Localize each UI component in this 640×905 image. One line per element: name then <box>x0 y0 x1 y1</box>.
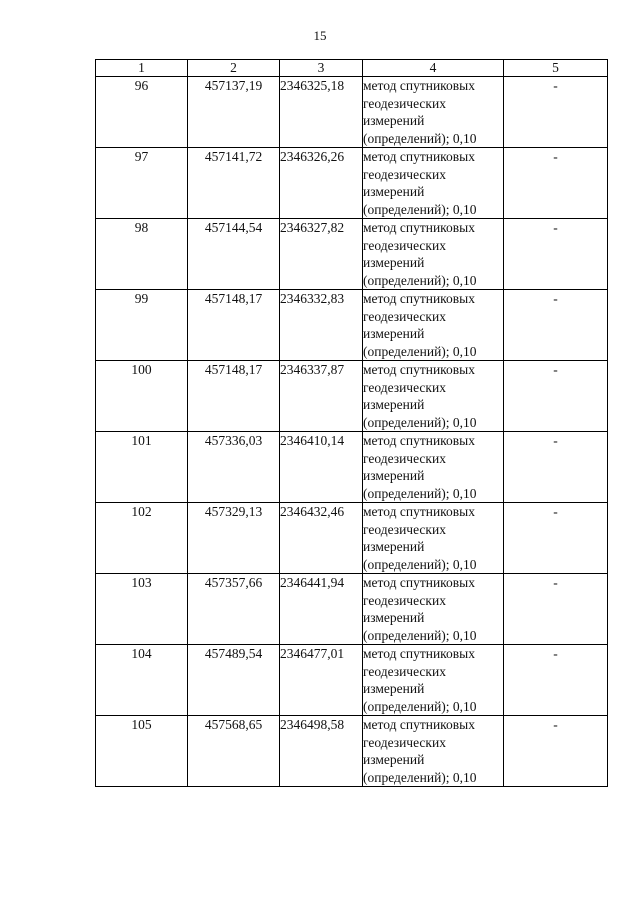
method-cell <box>363 77 504 148</box>
method-line: геодезических <box>363 450 446 466</box>
method-line: геодезических <box>363 166 446 182</box>
table-row <box>96 574 608 645</box>
note-cell: - <box>504 432 608 503</box>
point-number-cell: 98 <box>96 219 188 290</box>
method-cell <box>363 219 504 290</box>
method-line: (определений); 0,10 <box>363 769 477 785</box>
note-cell: - <box>504 361 608 432</box>
method-line: (определений); 0,10 <box>363 698 477 714</box>
y-coordinate-cell: 2346327,82 <box>280 219 363 290</box>
x-coordinate-cell: 457336,03 <box>188 432 280 503</box>
x-coordinate-cell: 457489,54 <box>188 645 280 716</box>
point-number-cell: 97 <box>96 148 188 219</box>
note-cell: - <box>504 290 608 361</box>
y-coordinate-cell: 2346326,26 <box>280 148 363 219</box>
method-line: метод спутниковых <box>363 575 475 590</box>
method-line: (определений); 0,10 <box>363 130 477 146</box>
point-number-cell: 100 <box>96 361 188 432</box>
method-line: метод спутниковых <box>363 717 475 732</box>
table-row <box>96 219 608 290</box>
note-cell: - <box>504 77 608 148</box>
x-coordinate-cell: 457357,66 <box>188 574 280 645</box>
method-line: геодезических <box>363 308 446 324</box>
column-header-4: 4 <box>363 60 504 77</box>
method-line: метод спутниковых <box>363 646 475 661</box>
note-cell: - <box>504 503 608 574</box>
x-coordinate-cell: 457141,72 <box>188 148 280 219</box>
y-coordinate-cell: 2346498,58 <box>280 716 363 787</box>
method-line: геодезических <box>363 592 446 608</box>
table-body <box>96 77 608 787</box>
table-row <box>96 503 608 574</box>
method-line: геодезических <box>363 237 446 253</box>
method-cell <box>363 716 504 787</box>
x-coordinate-cell: 457137,19 <box>188 77 280 148</box>
method-cell <box>363 361 504 432</box>
method-line: (определений); 0,10 <box>363 485 477 501</box>
table-row <box>96 77 608 148</box>
page-number: 15 <box>313 28 327 43</box>
column-header-3: 3 <box>280 60 363 77</box>
method-line: геодезических <box>363 379 446 395</box>
method-cell <box>363 148 504 219</box>
table-row <box>96 290 608 361</box>
method-line: метод спутниковых <box>363 433 475 448</box>
x-coordinate-cell: 457568,65 <box>188 716 280 787</box>
y-coordinate-cell: 2346410,14 <box>280 432 363 503</box>
column-header-2: 2 <box>188 60 280 77</box>
method-line: измерений <box>363 184 425 199</box>
method-line: измерений <box>363 397 425 412</box>
point-number-cell: 103 <box>96 574 188 645</box>
y-coordinate-cell: 2346337,87 <box>280 361 363 432</box>
point-number-cell: 101 <box>96 432 188 503</box>
method-line: метод спутниковых <box>363 78 475 93</box>
method-cell <box>363 432 504 503</box>
method-line: (определений); 0,10 <box>363 343 477 359</box>
method-cell <box>363 290 504 361</box>
y-coordinate-cell: 2346332,83 <box>280 290 363 361</box>
method-line: (определений); 0,10 <box>363 556 477 572</box>
point-number-cell: 96 <box>96 77 188 148</box>
method-line: измерений <box>363 539 425 554</box>
note-cell: - <box>504 148 608 219</box>
x-coordinate-cell: 457148,17 <box>188 361 280 432</box>
method-line: (определений); 0,10 <box>363 414 477 430</box>
note-cell: - <box>504 219 608 290</box>
table-row <box>96 645 608 716</box>
method-line: геодезических <box>363 734 446 750</box>
table-row <box>96 148 608 219</box>
point-number-cell: 105 <box>96 716 188 787</box>
method-line: измерений <box>363 752 425 767</box>
method-line: геодезических <box>363 521 446 537</box>
point-number-cell: 102 <box>96 503 188 574</box>
method-line: метод спутниковых <box>363 291 475 306</box>
method-line: измерений <box>363 113 425 128</box>
method-line: метод спутниковых <box>363 504 475 519</box>
table-row <box>96 432 608 503</box>
y-coordinate-cell: 2346441,94 <box>280 574 363 645</box>
method-line: (определений); 0,10 <box>363 201 477 217</box>
method-line: геодезических <box>363 663 446 679</box>
method-line: измерений <box>363 681 425 696</box>
coordinates-table <box>95 59 608 787</box>
method-line: измерений <box>363 468 425 483</box>
table-row <box>96 361 608 432</box>
method-cell <box>363 503 504 574</box>
y-coordinate-cell: 2346325,18 <box>280 77 363 148</box>
note-cell: - <box>504 645 608 716</box>
point-number-cell: 99 <box>96 290 188 361</box>
method-line: метод спутниковых <box>363 220 475 235</box>
method-line: (определений); 0,10 <box>363 272 477 288</box>
column-header-1: 1 <box>96 60 188 77</box>
method-line: метод спутниковых <box>363 362 475 377</box>
method-line: (определений); 0,10 <box>363 627 477 643</box>
method-cell <box>363 645 504 716</box>
method-line: метод спутниковых <box>363 149 475 164</box>
point-number-cell: 104 <box>96 645 188 716</box>
note-cell: - <box>504 574 608 645</box>
table-header-row <box>96 60 608 77</box>
y-coordinate-cell: 2346477,01 <box>280 645 363 716</box>
x-coordinate-cell: 457329,13 <box>188 503 280 574</box>
method-line: измерений <box>363 326 425 341</box>
column-header-5: 5 <box>504 60 608 77</box>
y-coordinate-cell: 2346432,46 <box>280 503 363 574</box>
x-coordinate-cell: 457144,54 <box>188 219 280 290</box>
x-coordinate-cell: 457148,17 <box>188 290 280 361</box>
method-line: измерений <box>363 610 425 625</box>
method-cell <box>363 574 504 645</box>
method-line: измерений <box>363 255 425 270</box>
note-cell: - <box>504 716 608 787</box>
method-line: геодезических <box>363 95 446 111</box>
table-row <box>96 716 608 787</box>
